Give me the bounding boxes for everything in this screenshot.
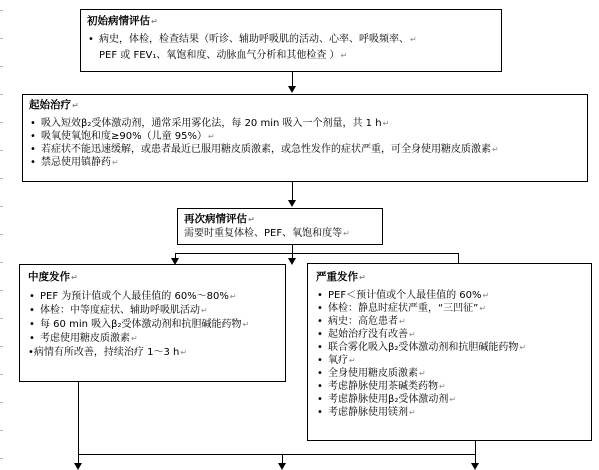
connector-arrow [288, 200, 296, 207]
severe-attack-box [307, 263, 592, 441]
moderate-attack-item: • 考虑使用糖皮质激素↵ [28, 332, 277, 346]
initial-treatment-item: • 吸氧使氧饱和度≥90%（儿童 95%）↵ [29, 130, 581, 143]
reassessment-title: 再次病情评估↵ [184, 213, 255, 225]
connector-line [458, 253, 459, 263]
initial-treatment-item: • 若症状不能迅速缓解，或患者最近已服用糖皮质激素，或急性发作的症状严重，可全身使用糖皮质激素↵ [29, 143, 581, 156]
connector-line [475, 454, 476, 463]
severe-attack-item: • 病史：高危患者↵ [316, 315, 583, 328]
connector-line [78, 454, 475, 455]
severe-attack-item: • PEF＜预计值或个人最佳值的 60%↵ [316, 289, 583, 302]
connector-arrow [288, 258, 296, 265]
severe-attack-item: • 联合雾化吸入β₂受体激动剂和抗胆碱能药物↵ [316, 341, 583, 354]
severe-attack-item: • 考虑静脉使用镁剂↵ [316, 406, 583, 419]
initial-treatment-box [22, 94, 588, 182]
initial-assessment-title: 初始病情评估↵ [87, 15, 158, 27]
connector-line [282, 454, 283, 463]
reassessment-text: 需要时重复体检、PEF、氧饱和度等↵ [184, 228, 350, 239]
connector-arrow [278, 463, 286, 470]
moderate-attack-box [19, 264, 286, 382]
moderate-attack-item: • PEF 为预计值或个人最佳值的 60%～80%↵ [28, 290, 277, 304]
severe-attack-item: • 全身使用糖皮质激素↵ [316, 367, 583, 380]
connector-line [175, 253, 458, 254]
connector-arrow [74, 463, 82, 470]
severe-attack-item: • 考虑静脉使用茶碱类药物↵ [316, 380, 583, 393]
initial-assessment-item: PEF 或 FEV₁、氧饱和度、动脉血气分析和其他检查 ）↵ [99, 50, 348, 61]
initial-assessment-item: • 病史，体检，检查结果（听诊、辅助呼吸肌的活动、心率、呼吸频率、↵ [87, 33, 495, 46]
severe-attack-title: 严重发作↵ [316, 271, 366, 283]
connector-line [292, 182, 293, 201]
severe-attack-item: • 考虑静脉使用β₂受体激动剂↵ [316, 393, 583, 406]
initial-treatment-item: • 吸入短效β₂受体激动剂，通常采用雾化法，每 20 min 吸入一个剂量，共 1 h↵ [29, 117, 581, 130]
connector-line [78, 454, 79, 463]
connector-line [292, 72, 293, 87]
connector-line [78, 382, 79, 455]
moderate-attack-item: • 体检：中等度症状、辅助呼吸肌活动↵ [28, 304, 277, 318]
reassessment-box [177, 208, 383, 245]
initial-treatment-title: 起始治疗↵ [29, 99, 79, 111]
severe-attack-item: • 氧疗↵ [316, 354, 583, 367]
severe-attack-item: • 体检：静息时症状严重，“三凹征”↵ [316, 302, 583, 315]
initial-assessment-box [80, 9, 502, 72]
moderate-attack-item: •病情有所改善，持续治疗 1～3 h↵ [28, 347, 188, 358]
initial-treatment-item: • 禁忌使用镇静药↵ [29, 156, 581, 169]
connector-arrow [471, 463, 479, 470]
severe-attack-item: • 起始治疗没有改善↵ [316, 328, 583, 341]
moderate-attack-title: 中度发作↵ [28, 271, 78, 283]
moderate-attack-item: • 每 60 min 吸入β₂受体激动剂和抗胆碱能药物↵ [28, 318, 277, 332]
connector-line [475, 441, 476, 455]
connector-arrow [288, 86, 296, 93]
